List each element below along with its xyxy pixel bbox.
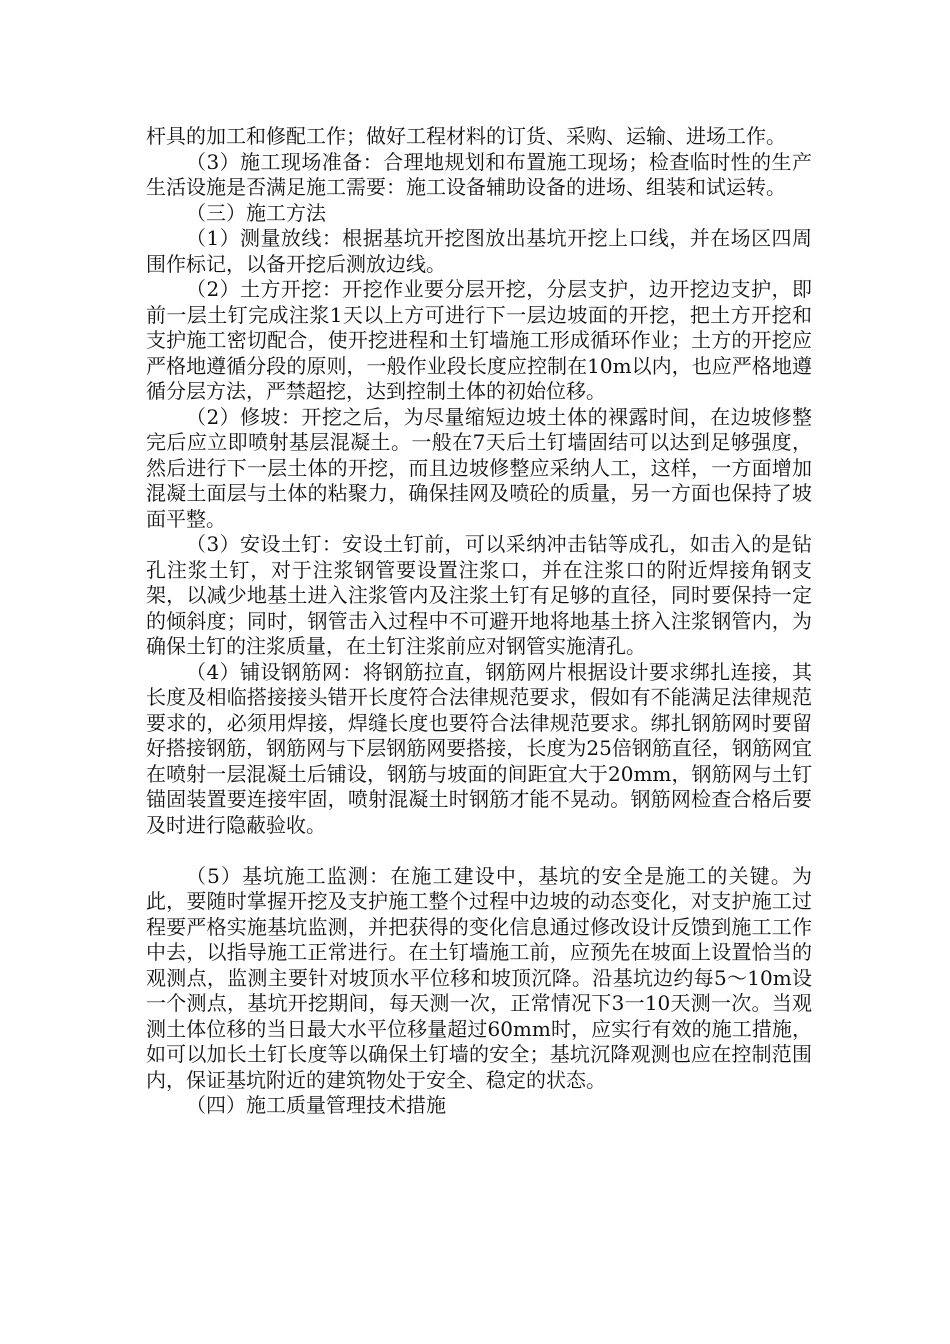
paragraph-rebar-mesh: （4）铺设钢筋网：将钢筋拉直，钢筋网片根据设计要求绑扎连接，其长度及相临搭接接头错开长度符合法律规范要求，假如有不能满足法律规范要求的，必须用焊接，焊缝长度也要符合法律规范要求。绑扎钢筋网时要留好搭接钢筋，钢筋网与下层钢筋网要搭接，长度为25倍钢筋直径，钢筋网宜在喷射一层混凝土后铺设，钢筋与坡面的间距宜大于20mm，钢筋网与土钉锚固装置要连接牢固，喷射混凝土时钢筋才能不晃动。钢筋网检查合格后要及时进行隐蔽验收。 [146, 659, 812, 837]
paragraph-pit-monitoring: （5）基坑施工监测：在施工建设中，基坑的安全是施工的关键。为此，要随时掌握开挖及支护施工整个过程中边坡的动态变化，对支护施工过程要严格实施基坑监测，并把获得的变化信息通过修改设计反馈到施工工作中去，以指导施工正常进行。在土钉墙施工前，应预先在坡面上设置恰当的观测点，监测主要针对坡顶水平位移和坡顶沉降。沿基坑边约每5～10m设一个测点，基坑开挖期间，每天测一次，正常情况下3一10天测一次。当观测土体位移的当日最大水平位移量超过60mm时，应实行有效的施工措施，如可以加长土钉长度等以确保土钉墙的安全；基坑沉降观测也应在控制范围内，保证基坑附近的建筑物处于安全、稳定的状态。 [146, 863, 812, 1092]
section-heading-construction-method: （三）施工方法 [186, 200, 326, 225]
paragraph-survey-layout: （1）测量放线：根据基坑开挖图放出基坑开挖上口线，并在场区四周围作标记，以备开挖后测放边线。 [146, 226, 812, 276]
paragraph-gap [146, 838, 812, 864]
paragraph-slope-trimming: （2）修坡：开挖之后，为尽量缩短边坡土体的裸露时间，在边坡修整完后应立即喷射基层混凝土。一般在7天后土钉墙固结可以达到足够强度，然后进行下一层土体的开挖，而且边坡修整应采纳人工，这样，一方面增加混凝土面层与土体的粘聚力，确保挂网及喷砼的质量，另一方面也保持了坡面平整。 [146, 404, 812, 531]
document-body [146, 124, 812, 1119]
section-heading-quality-measures: （四）施工质量管理技术措施 [186, 1093, 446, 1117]
paragraph-materials-tail: 杆具的加工和修配工作；做好工程材料的订货、采购、运输、进场工作。 [146, 124, 786, 148]
paragraph-site-preparation: （3）施工现场准备：合理地规划和布置施工现场；检查临时性的生产生活设施是否满足施工需要：施工设备辅助设备的进场、组装和试运转。 [146, 149, 812, 199]
paragraph-soil-nail-install: （3）安设土钉：安设土钉前，可以采纳冲击钻等成孔，如击入的是钻孔注浆土钉，对于注浆钢管要设置注浆口，并在注浆口的附近焊接角钢支架，以减少地基土进入注浆管内及注浆土钉有足够的直径，同时要保持一定的倾斜度；同时，钢管击入过程中不可避开地将地基土挤入注浆钢管内，为确保土钉的注浆质量，在土钉注浆前应对钢管实施清孔。 [146, 532, 812, 658]
paragraph-earth-excavation: （2）土方开挖：开挖作业要分层开挖，分层支护，边开挖边支护，即前一层土钉完成注浆1天以上方可进行下一层边坡面的开挖，把土方开挖和支护施工密切配合，使开挖进程和土钉墙施工形成循环作业；土方的开挖应严格地遵循分段的原则，一般作业段长度应控制在10m以内，也应严格地遵循分层方法，严禁超挖，达到控制土体的初始位移。 [146, 277, 812, 403]
